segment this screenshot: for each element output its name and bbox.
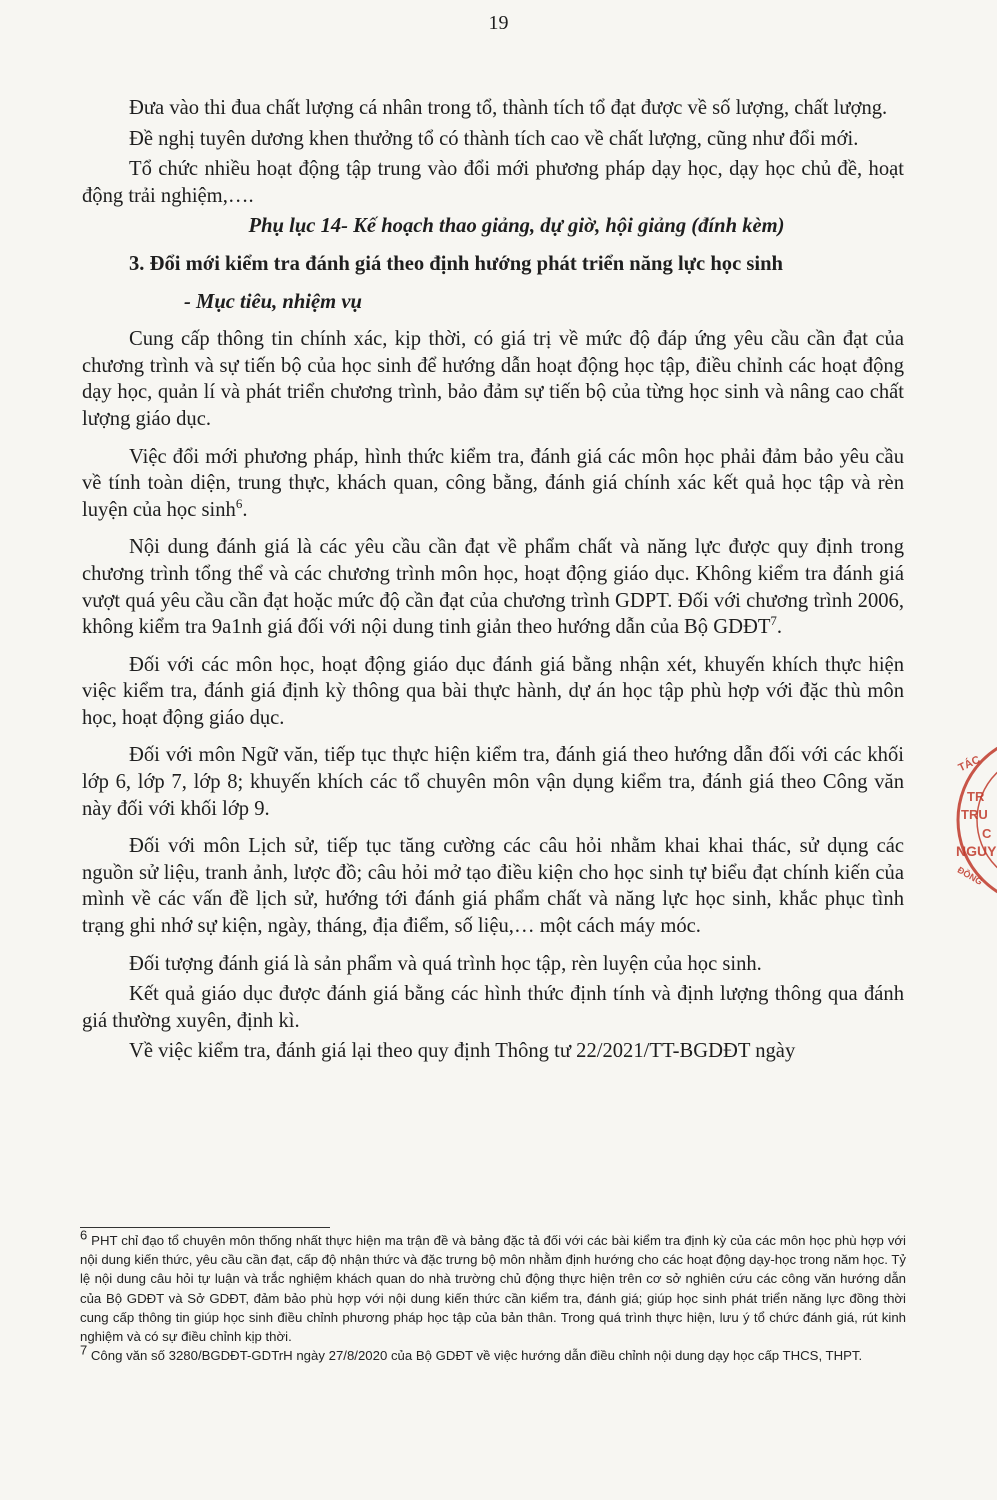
footnotes bbox=[80, 1227, 906, 1365]
seal-line: TR bbox=[967, 789, 985, 804]
footnote-mark: 6 bbox=[80, 1227, 88, 1243]
page-number: 19 bbox=[488, 12, 509, 34]
paragraph: Về việc kiểm tra, đánh giá lại theo quy định Thông tư 22/2021/TT-BGDĐT ngày bbox=[129, 1040, 796, 1063]
sub-heading: - Mục tiêu, nhiệm vụ bbox=[184, 290, 362, 313]
paragraph: Kết quả giáo dục được đánh giá bằng các hình thức định tính và định lượng thông qua đánh giá thường xuyên, định kì. bbox=[82, 983, 904, 1032]
paragraph: Đối với môn Ngữ văn, tiếp tục thực hiện kiểm tra, đánh giá theo hướng dẫn đối với các khối lớp 6, lớp 7, lớp 8; khuyến khích các tổ chuyên môn vận dụng kiểm tra, đánh giá theo Công văn này đối với khối lớp 9. bbox=[82, 744, 904, 820]
footnote-mark: 7 bbox=[80, 1342, 88, 1358]
footnote-6 bbox=[80, 1227, 906, 1346]
footnote-text: Công văn số 3280/BGDĐT-GDTrH ngày 27/8/2020 của Bộ GDĐT về việc hướng dẫn điều chỉnh nội dung dạy học cấp THCS, THPT. bbox=[87, 1348, 863, 1364]
paragraph-text: Nội dung đánh giá là các yêu cầu cần đạt về phẩm chất và năng lực được quy định trong chương trình tổng thể và các chương trình môn học, hoạt động giáo dục. Không kiểm tra đánh giá vượt quá yêu cầu cần đạt hoặc mức độ cần đạt của chương trình GDPT. Đối với chương trình 2006, không kiểm tra 9a1nh giá đối với nội dung tinh giản theo hướng dẫn của Bộ GDĐT bbox=[82, 536, 904, 639]
seal-line: C bbox=[982, 826, 992, 841]
paragraph-text: Việc đổi mới phương pháp, hình thức kiểm tra, đánh giá các môn học phải đảm bảo yêu cầu về tính toàn diện, trung thực, khách quan, công bằng, đánh giá chính xác kết quả học tập và rèn luyện của học sinh bbox=[82, 445, 904, 521]
paragraph-end: . bbox=[242, 498, 248, 521]
footnote-text: PHT chỉ đạo tổ chuyên môn thống nhất thực hiện ma trận đề và bảng đặc tả đối với các bài kiểm tra định kỳ của các môn học phù hợp với nội dung kiến thức, yêu cầu cần đạt, cấp độ nhận thức và đặc trưng bộ môn nhằm định hướng cho các hoạt động dạy-học trong năm học. Tỷ lệ nội dung câu hỏi tự luận và trắc nghiệm khách quan do nhà trường chủ động thực hiện trên cơ sở nghiên cứu các công văn hướng dẫn của Bộ GDĐT và Sở GDĐT, đảm bảo phù hợp với nội dung kiến thức cần kiểm tra, đánh giá; giúp học sinh phát triển năng lực đồng thời cung cấp thông tin giúp học sinh điều chỉnh phương pháp học tập của bản thân. Trong quá trình thực hiện, lưu ý tổ chức đánh giá, rút kinh nghiệm và có sự điều chỉnh kịp thời. bbox=[80, 1233, 906, 1345]
footnote-ref-6: 6 bbox=[235, 495, 243, 511]
seal-band: NGUY bbox=[956, 843, 997, 859]
paragraph: Tổ chức nhiều hoạt động tập trung vào đổi mới phương pháp dạy học, dạy học chủ đề, hoạt động trải nghiệm,…. bbox=[82, 158, 904, 207]
paragraph: Đối với môn Lịch sử, tiếp tục tăng cường các câu hỏi nhằm khai khai thác, sử dụng các nguồn sử liệu, tranh ảnh, lược đồ; câu hỏi mở tạo điều kiện cho học sinh tự biểu đạt chính kiến của mình về các vấn đề lịch sử, hướng tới đánh giá phẩm chất và năng lực học sinh, khắc phục tình trạng ghi nhớ sự kiện, ngày, tháng, địa điểm, số liệu,… một cách máy móc. bbox=[82, 835, 904, 938]
paragraph bbox=[82, 534, 904, 640]
paragraph: Cung cấp thông tin chính xác, kịp thời, có giá trị về mức độ đáp ứng yêu cầu cần đạt của chương trình và sự tiến bộ của học sinh để hướng dẫn hoạt động học tập, điều chỉnh các hoạt động dạy học, quản lí và phát triển chương trình, bảo đảm sự tiến bộ của từng học sinh và nâng cao chất lượng giáo dục. bbox=[82, 328, 904, 430]
seal-line: TRU bbox=[961, 807, 988, 822]
paragraph-end: . bbox=[776, 616, 783, 639]
footnote-separator bbox=[80, 1227, 330, 1228]
document-body bbox=[82, 95, 904, 1069]
section-heading: 3. Đổi mới kiểm tra đánh giá theo định hướng phát triển năng lực học sinh bbox=[129, 252, 784, 275]
paragraph: Đưa vào thi đua chất lượng cá nhân trong tổ, thành tích tổ đạt được về số lượng, chất lượng. bbox=[129, 97, 888, 119]
paragraph: Đề nghị tuyên dương khen thưởng tổ có thành tích cao về chất lượng, cũng như đổi mới. bbox=[129, 127, 859, 150]
paragraph bbox=[82, 444, 904, 524]
seal-arc-top: TÁC bbox=[956, 753, 983, 775]
paragraph: Đối với các môn học, hoạt động giáo dục đánh giá bằng nhận xét, khuyến khích thực hiện việc kiểm tra, đánh giá định kỳ thông qua bài thực hành, dự án học tập phù hợp với đặc thù môn học, hoạt động giáo dục. bbox=[82, 653, 904, 729]
footnote-7 bbox=[80, 1342, 906, 1365]
seal-arc-bottom: ĐỒNG bbox=[955, 864, 985, 887]
official-seal-stamp bbox=[955, 725, 997, 915]
paragraph: Đối tượng đánh giá là sản phẩm và quá trình học tập, rèn luyện của học sinh. bbox=[129, 952, 762, 975]
footnote-ref-7: 7 bbox=[770, 613, 777, 629]
appendix-reference: Phụ lục 14- Kế hoạch thao giảng, dự giờ, hội giảng (đính kèm) bbox=[248, 215, 785, 238]
